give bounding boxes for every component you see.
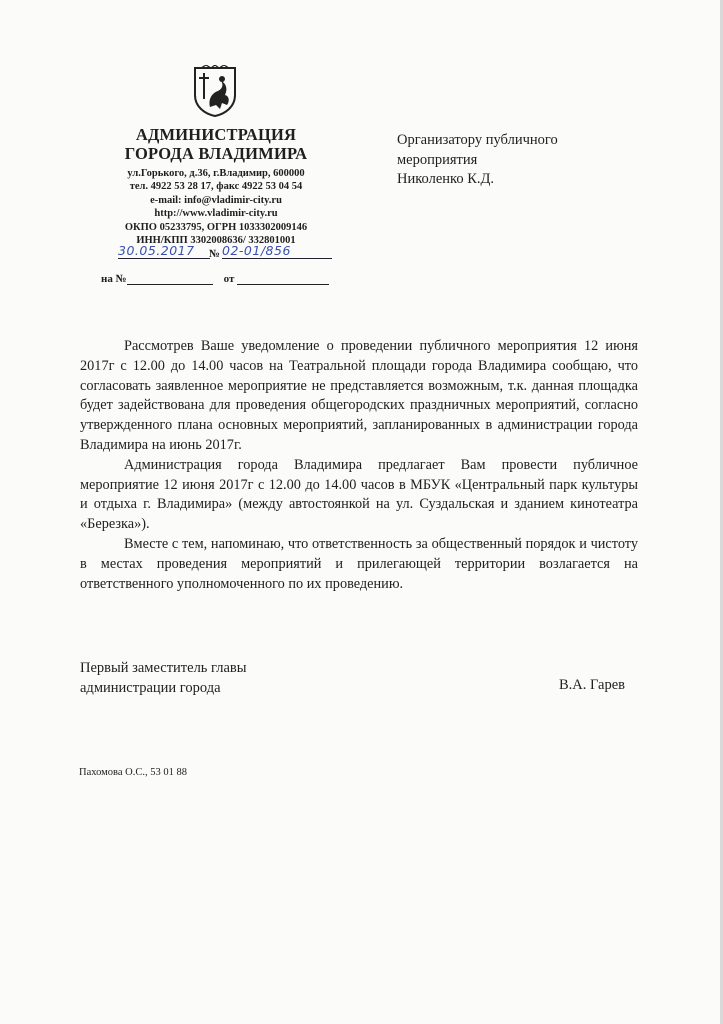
reference-prefix: на № [101, 273, 127, 285]
org-address: ул.Горького, д.36, г.Владимир, 600000 [127, 168, 305, 179]
addressee-line1: Организатору публичного [397, 132, 558, 148]
addressee-line2: мероприятия [397, 151, 478, 168]
reference-date-line [237, 272, 329, 285]
org-name-line2: ГОРОДА ВЛАДИМИРА [124, 144, 308, 163]
letter-body [80, 337, 638, 594]
org-email: e-mail: info@vladimir-city.ru [150, 194, 282, 206]
body-paragraph-1: Рассмотрев Ваше уведомление о проведении публичного мероприятия 12 июня 2017г с 12.00 до 14.00 часов на Театральной площади города Владимира сообщаю, что согласовать заявленное мероприятие не представляется возможным, т.к. данная площадка будет задействована для проведения общегородских праздничных мероприятий, согласно утвержденного плана основных мероприятий, запланированных в администрации города Владимира на июнь 2017г. [80, 338, 638, 453]
reference-row [101, 272, 329, 285]
org-details [96, 167, 336, 247]
reference-number-line [127, 272, 213, 285]
registration-number: 02-01/856 [222, 243, 332, 259]
executor-contact: Пахомова О.С., 53 01 88 [79, 767, 187, 778]
org-website: http://www.vladimir-city.ru [154, 208, 278, 220]
addressee-block [397, 131, 627, 190]
body-paragraph-2: Администрация города Владимира предлагает Вам провести публичное мероприятие 12 июня 2017г с 12.00 до 14.00 часов в МБУК «Центральный парк культуры и отдыха г. Владимира» (между автостоянкой на ул. Суздальская и зданием кинотеатра «Березка»). [80, 456, 638, 533]
addressee-line3: Николенко К.Д. [397, 171, 495, 187]
signatory-title-line2: администрации города [80, 680, 221, 696]
org-okpo: ОКПО 05233795, ОГРН 1033302009146 [124, 221, 308, 233]
org-name-line1: АДМИНИСТРАЦИЯ [135, 125, 297, 144]
coat-of-arms-icon [192, 65, 238, 117]
reference-from: от [223, 273, 235, 285]
organization-block [96, 125, 336, 247]
registration-date: 30.05.2017 [118, 243, 210, 259]
signatory-title-line1: Первый заместитель главы [80, 660, 247, 676]
signatory-title [80, 658, 247, 698]
registration-number-label: № [209, 248, 221, 260]
org-inn: ИНН/КПП 3302008636/ 332801001 [136, 235, 296, 247]
org-phone: тел. 4922 53 28 17, факс 4922 53 04 54 [129, 181, 303, 193]
signatory-name: В.А. Гарев [559, 677, 626, 693]
body-paragraph-3: Вместе с тем, напоминаю, что ответственность за общественный порядок и чистоту в местах проведения мероприятий и прилегающей территории возлагается на ответственного уполномоченного по их проведению. [80, 535, 638, 592]
